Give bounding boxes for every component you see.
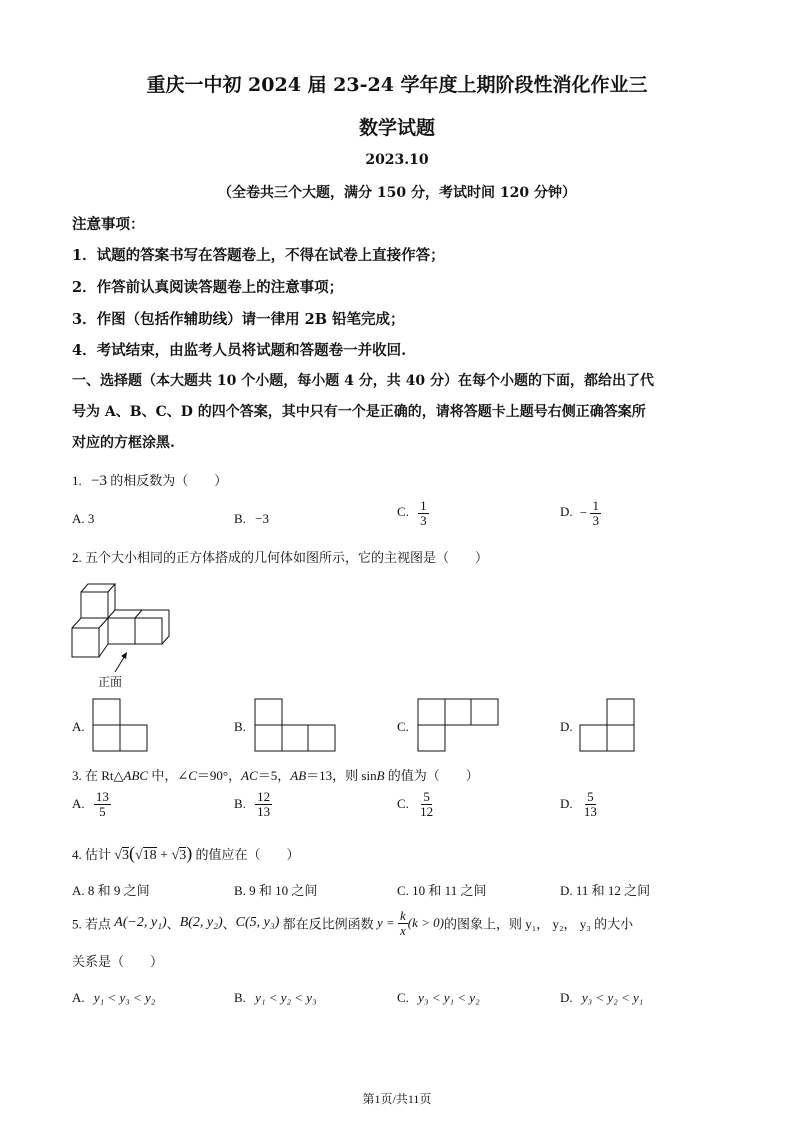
sqrt-radicand: 18 xyxy=(142,848,157,863)
option-c[interactable] xyxy=(397,499,429,527)
separator: 、 xyxy=(222,916,236,932)
option-c[interactable] xyxy=(397,790,435,818)
question-text: 都在反比例函数 xyxy=(282,916,374,932)
option-fraction xyxy=(94,790,111,818)
option-a[interactable]: A. 8 和 9 之间 xyxy=(72,883,150,898)
cube-edge xyxy=(99,644,108,657)
option-d-figure[interactable] xyxy=(579,698,635,752)
option-value: 3 xyxy=(87,511,95,526)
cube-face xyxy=(81,592,108,618)
option-b-figure[interactable] xyxy=(254,698,336,752)
fraction-denominator: 13 xyxy=(257,803,271,819)
subject-title: 数学试题 xyxy=(358,117,435,139)
fraction-numerator: 5 xyxy=(423,789,430,804)
angle-name: C xyxy=(188,768,197,783)
option-label: B. xyxy=(234,990,246,1005)
question-text: 的图象上，则 y₁， y₂， y₃ 的大小 xyxy=(443,916,634,932)
option-a[interactable] xyxy=(72,790,111,818)
fraction-numerator: k xyxy=(399,908,406,923)
exam-title: 重庆一中初 2024 届 23-24 学年度上期阶段性消化作业三 xyxy=(146,74,648,96)
option-a[interactable] xyxy=(72,511,94,527)
cube-face xyxy=(135,618,162,644)
option-value: −3 xyxy=(255,511,270,526)
function-lhs: y = xyxy=(376,915,395,931)
option-value: y₁ < y₂ < y₃ xyxy=(255,990,317,1005)
option-value: y₃ < y₁ < y₂ xyxy=(418,990,480,1005)
option-a[interactable] xyxy=(72,990,155,1006)
angle-name: B xyxy=(376,768,385,783)
option-label: A. xyxy=(72,796,85,812)
fraction-denominator: x xyxy=(399,922,406,938)
fraction-denominator: 3 xyxy=(592,512,599,528)
fraction-numerator: 12 xyxy=(257,789,271,804)
cube-face xyxy=(72,628,99,657)
function-fraction xyxy=(398,909,408,937)
option-label: A. xyxy=(72,511,85,526)
question-4 xyxy=(72,843,300,864)
question-2: 2. 五个大小相同的正方体搭成的几何体如图所示，它的主视图是（ ） xyxy=(72,550,489,565)
question-text: ＝90°， xyxy=(196,768,242,783)
exam-date: 2023.10 xyxy=(365,152,429,168)
question-expr: −3 xyxy=(91,473,107,489)
fraction-denominator: 3 xyxy=(420,512,427,528)
option-label: A. xyxy=(72,990,85,1005)
cube-edge xyxy=(99,618,108,628)
question-text: 3. 在 Rt△ xyxy=(72,768,124,783)
point-a: A(−2, y₁) xyxy=(114,915,167,931)
question-text: 的相反数为（ ） xyxy=(110,473,228,488)
page-footer: 第1页/共11页 xyxy=(362,1092,432,1106)
option-a-figure[interactable] xyxy=(92,698,148,752)
option-fraction xyxy=(418,790,435,818)
function-condition: (k > 0) xyxy=(407,915,444,931)
fraction-denominator: 12 xyxy=(420,803,434,819)
question-text: ＝5， xyxy=(257,768,291,783)
fraction-denominator: 5 xyxy=(99,803,106,819)
section-intro-line: 号为 A、B、C、D 的四个答案，其中只有一个是正确的，请将答题卡上题号右侧正确答案所 xyxy=(72,404,646,420)
notes-heading: 注意事项： xyxy=(72,216,145,233)
option-label: C. xyxy=(397,990,409,1005)
option-b-label[interactable]: B. xyxy=(234,719,246,734)
sqrt-radicand: 3 xyxy=(121,848,129,863)
fraction-numerator: 5 xyxy=(587,789,594,804)
option-d-label[interactable]: D. xyxy=(560,719,573,734)
cube-edge xyxy=(135,610,142,618)
option-label: B. xyxy=(234,511,246,526)
option-a-label[interactable]: A. xyxy=(72,719,85,734)
option-value: y₃ < y₂ < y₁ xyxy=(581,990,644,1005)
option-label: B. xyxy=(234,796,246,812)
option-label: D. xyxy=(560,504,573,520)
triangle-name: ABC xyxy=(123,768,149,783)
question-text: 的值应在（ ） xyxy=(195,847,300,862)
question-text: 5. 若点 xyxy=(72,916,112,932)
option-fraction xyxy=(255,790,272,818)
section-intro-line: 对应的方框涂黑. xyxy=(72,435,175,451)
option-label: D. xyxy=(560,796,573,812)
exam-info: （全卷共三个大题，满分 150 分，考试时间 120 分钟） xyxy=(218,185,576,201)
option-label: C. xyxy=(397,796,409,812)
option-c[interactable] xyxy=(397,990,480,1006)
option-fraction xyxy=(582,790,599,818)
cube-edge xyxy=(108,584,115,618)
note-item: 2．作答前认真阅读答题卷上的注意事项； xyxy=(72,279,344,296)
fraction-numerator: 13 xyxy=(95,789,109,804)
option-label: D. xyxy=(560,990,573,1005)
option-d[interactable] xyxy=(560,499,601,527)
option-d[interactable]: D. 11 和 12 之间 xyxy=(560,883,651,898)
option-b[interactable] xyxy=(234,790,272,818)
question-1 xyxy=(72,470,227,490)
front-label: 正面 xyxy=(98,675,123,689)
question-3 xyxy=(72,765,479,784)
arrow-icon xyxy=(112,650,132,674)
cube-edge xyxy=(162,610,169,644)
option-b[interactable] xyxy=(234,990,317,1006)
option-d[interactable] xyxy=(560,790,599,818)
option-c[interactable]: C. 10 和 11 之间 xyxy=(397,883,487,898)
option-value: y₁ < y₃ < y₂ xyxy=(93,990,156,1005)
question-text: 4. 估计 xyxy=(72,847,112,862)
fraction-numerator: 1 xyxy=(420,498,427,513)
note-item: 3．作图（包括作辅助线）请一律用 2B 铅笔完成； xyxy=(72,311,405,328)
option-fraction xyxy=(418,499,429,527)
cube-edge xyxy=(72,618,81,628)
side-name: AC xyxy=(241,768,258,783)
option-b[interactable]: B. 9 和 10 之间 xyxy=(234,883,318,898)
question-5-line2: 关系是（ ） xyxy=(72,954,164,969)
side-name: AB xyxy=(290,768,307,783)
question-text: ＝13，则 sin xyxy=(306,768,377,783)
fraction-denominator: 13 xyxy=(583,803,597,819)
section-intro-line: 一、选择题（本大题共 10 个小题，每小题 4 分，共 40 分）在每个小题的下面，都给出了代 xyxy=(72,373,654,389)
plus-sign: + xyxy=(160,848,169,863)
question-5 xyxy=(72,909,633,937)
option-c-label[interactable]: C. xyxy=(397,719,409,734)
sqrt-radicand: 3 xyxy=(179,848,187,863)
separator: 、 xyxy=(166,916,180,932)
sqrt-expression: √3(√18 + √3) xyxy=(114,843,193,863)
note-item: 4．考试结束，由监考人员将试题和答题卷一并收回. xyxy=(72,342,407,359)
cube-face xyxy=(108,618,135,644)
note-item: 1．试题的答案书写在答题卷上，不得在试卷上直接作答； xyxy=(72,247,445,264)
option-label: C. xyxy=(397,504,409,520)
cube-edge xyxy=(81,584,115,592)
option-fraction xyxy=(590,499,601,527)
question-text: 的值为（ ） xyxy=(384,768,479,783)
option-c-figure[interactable] xyxy=(417,698,499,752)
option-sign: − xyxy=(579,505,588,521)
option-d[interactable] xyxy=(560,990,643,1006)
question-number: 1. xyxy=(72,473,82,488)
fraction-numerator: 1 xyxy=(592,498,599,513)
point-c: C(5, y₃) xyxy=(235,915,280,931)
point-b: B(2, y₂) xyxy=(179,915,223,931)
option-b[interactable] xyxy=(234,511,269,527)
question-text: 中，∠ xyxy=(148,768,189,783)
